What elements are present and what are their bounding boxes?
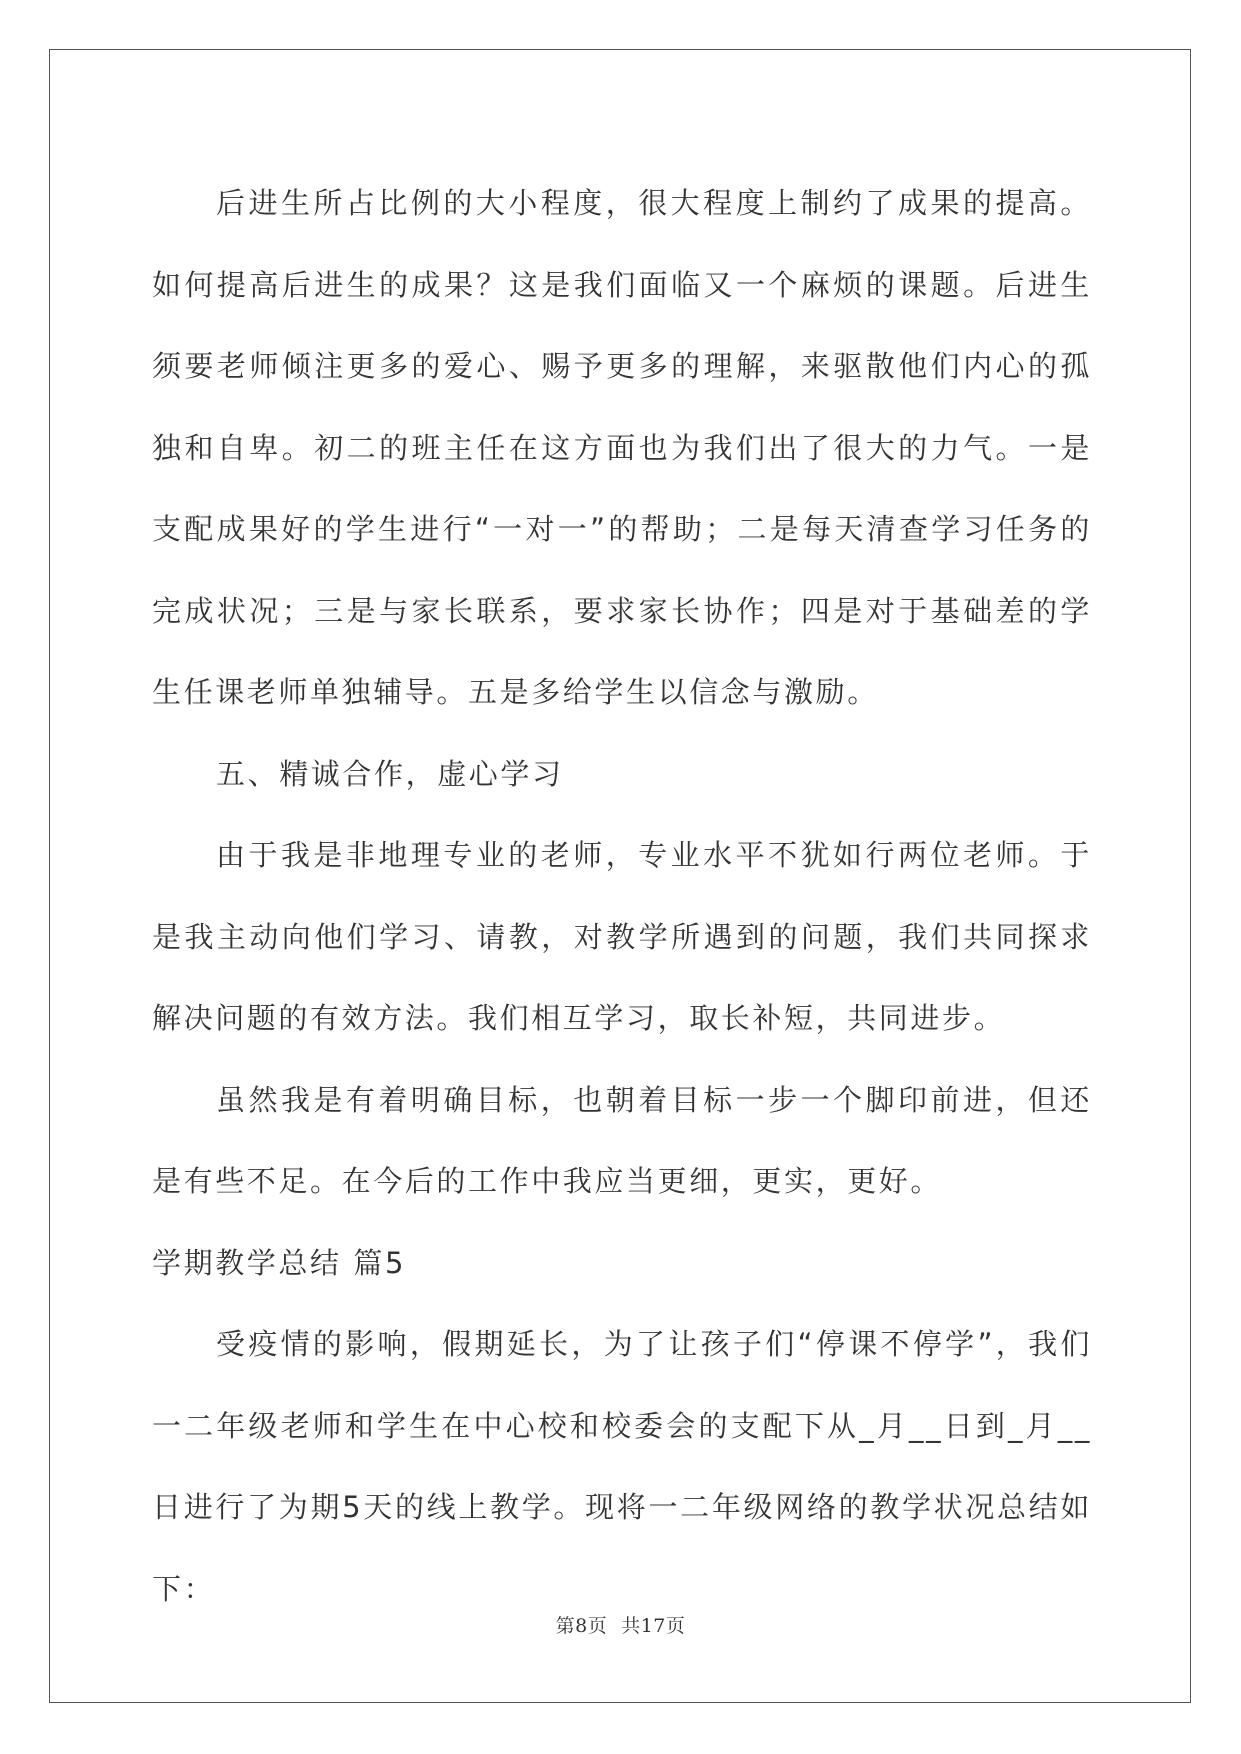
paragraph-underachievers: 后进生所占比例的大小程度，很大程度上制约了成果的提高。如何提高后进生的成果？这是我们面临又一个麻烦的课题。后进生须要老师倾注更多的爱心、赐予更多的理解，来驱散他们内心的孤独和自卑。初二的班主任在这方面也为我们出了很大的力气。一是支配成果好的学生进行“一对一”的帮助；二是每天清查学习任务的完成状况；三是与家长联系，要求家长协作；四是对于基础差的学生任课老师单独辅导。五是多给学生以信念与激励。 xyxy=(152,186,1092,709)
paragraph-learning-from-colleagues: 由于我是非地理专业的老师，专业水平不犹如行两位老师。于是我主动向他们学习、请教，对教学所遇到的问题，我们共同探求解决问题的有效方法。我们相互学习，取长补短，共同进步。 xyxy=(152,838,1092,1035)
section-heading-cooperation: 五、精诚合作，虚心学习 xyxy=(216,756,564,791)
article-title-part5: 学期教学总结 篇5 xyxy=(152,1245,407,1280)
page-total: 共17页 xyxy=(621,1615,686,1637)
page-footer xyxy=(0,1611,1241,1638)
page-number: 第8页 xyxy=(555,1615,608,1637)
paragraph-shortcomings: 虽然我是有着明确目标，也朝着目标一步一个脚印前进，但还是有些不足。在今后的工作中我应当更细，更实，更好。 xyxy=(152,1082,1092,1198)
paragraph-online-teaching: 受疫情的影响，假期延长，为了让孩子们“停课不停学”，我们一二年级老师和学生在中心校和校委会的支配下从_月__日到_月__日进行了为期5天的线上教学。现将一二年级网络的教学状况总结如下： xyxy=(152,1327,1092,1606)
document-body xyxy=(152,163,1092,1630)
